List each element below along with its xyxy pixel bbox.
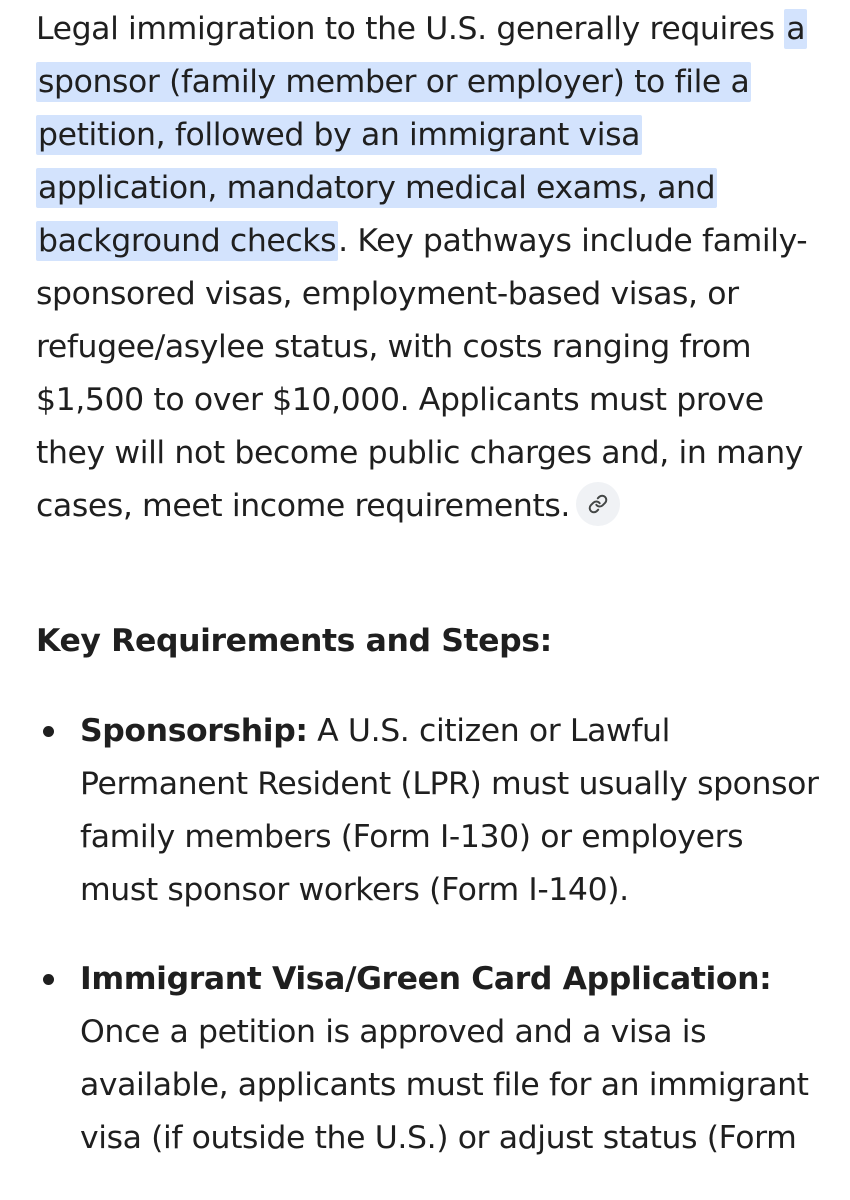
list-item-body: Once a petition is approved and a visa is available, applicants must file for an immigrant visa (if outside the U.S.) or adjust status (Form xyxy=(80,1014,809,1156)
requirements-list xyxy=(36,705,826,1200)
list-item-title: Sponsorship: xyxy=(80,713,308,749)
list-item-title: Immigrant Visa/Green Card Application: xyxy=(80,961,772,997)
bullet-dot xyxy=(43,726,54,737)
highlighted-citation-text[interactable]: a sponsor (family member or employer) to file a petition, followed by an immigrant visa application, mandatory medical exams, and background checks xyxy=(38,11,806,259)
source-link-button[interactable] xyxy=(576,482,620,526)
list-item-immigrant-visa xyxy=(36,953,826,1165)
link-icon xyxy=(588,494,608,514)
section-heading: Key Requirements and Steps: xyxy=(36,623,552,659)
response-content xyxy=(36,0,826,1156)
bullet-dot xyxy=(43,974,54,985)
intro-paragraph xyxy=(36,0,826,533)
list-item-sponsorship xyxy=(36,705,826,917)
intro-text-after: . Key pathways include family-sponsored visas, employment-based visas, or refugee/asylee status, with costs ranging from $1,500 to over $10,000. Applicants must prove they will not become public charges and, in many cases, meet income requirements. xyxy=(36,223,808,524)
list-item-body: A U.S. citizen or Lawful Permanent Resident (LPR) must usually sponsor family members (Form I-130) or employers must sponsor workers (Form I-140). xyxy=(80,713,819,908)
intro-text-before: Legal immigration to the U.S. generally requires xyxy=(36,11,785,47)
